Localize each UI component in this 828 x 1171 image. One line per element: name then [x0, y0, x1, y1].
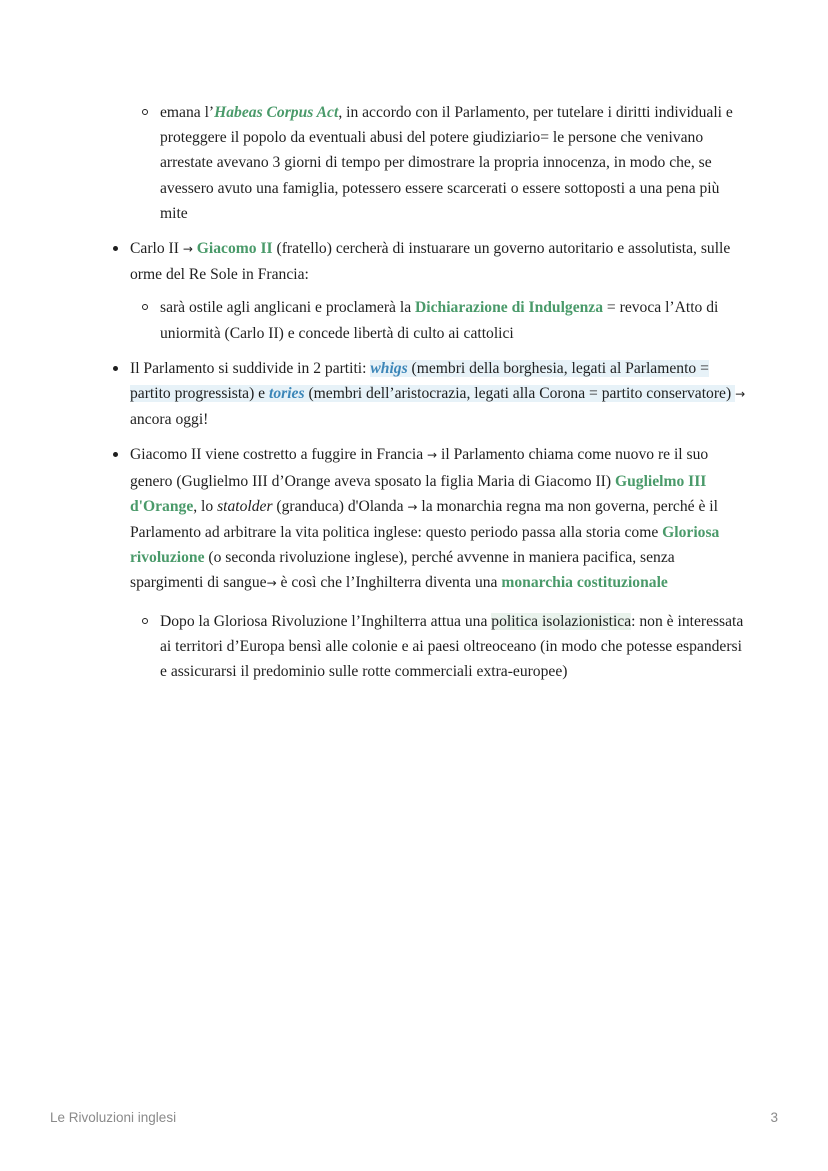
term-habeas-corpus-act: Habeas Corpus Act — [214, 104, 339, 121]
text-run: (o seconda rivoluzione inglese), perché avvenne in maniera pacifica, senza spargimenti di sangue — [130, 549, 675, 592]
term-dichiarazione-di-indulgenza: Dichiarazione di Indulgenza — [415, 299, 604, 317]
footer-page-number: 3 — [770, 1110, 778, 1125]
text-run: Giacomo II viene costretto a fuggire in Francia — [130, 446, 428, 464]
text-run: il Parlamento chiama come nuovo re il suo genero (Guglielmo III d’Orange aveva sposato la figlia Maria di Giacomo II) — [130, 446, 709, 490]
sub-list-item-habeas-corpus — [130, 100, 746, 226]
footer-document-title: Le Rivoluzioni inglesi — [50, 1110, 177, 1125]
text-run: emana l’ — [160, 104, 215, 121]
text-run: , lo — [193, 497, 218, 515]
list-item-habeas-corpus-container — [106, 100, 746, 226]
term-gloriosa-rivoluzione: Gloriosa rivoluzione — [130, 524, 720, 567]
text-run: (membri della borghesia, legati al Parlamento = partito progressista) e — [130, 359, 709, 403]
text-run: è così che l’Inghilterra diventa una — [276, 574, 502, 592]
text-run: (membri dell’aristocrazia, legati alla Corona = partito conservatore) — [304, 385, 736, 403]
text-run: Il Parlamento si suddivide in 2 partiti: — [130, 359, 371, 377]
arrow-icon: → — [182, 242, 193, 257]
list-item-giacomo-ii — [106, 236, 746, 346]
text-run: : non è interessata ai territori d’Europa bensì alle colonie e ai paesi oltreoceano (in modo che potesse espandersi e assicurarsi il predominio sulle rotte commerciali extra-europee) — [160, 612, 744, 681]
sub-list-item-indulgenza — [130, 295, 746, 345]
list-item-partiti — [106, 356, 746, 433]
arrow-icon: → — [407, 499, 418, 514]
term-politica-isolazionistica: politica isolazionistica — [491, 612, 632, 630]
sub-list-item-isolazionismo — [130, 609, 746, 685]
text-run: la monarchia regna ma non governa, perché è il Parlamento ad arbitrare la vita politica inglese: questo periodo passa alla storia come — [130, 497, 718, 542]
term-statolder: statolder — [217, 497, 273, 515]
main-bullet-list — [106, 100, 746, 684]
page-content — [106, 100, 746, 684]
text-run: , in accordo con il Parlamento, per tutelare i diritti individuali e proteggere il popolo da eventuali abusi del potere giudiziario= le persone che venivano arrestate avevano 3 giorni di tempo per dimostrare la propria innocenza, in modo che, se avessero avuto una famiglia, potessero essere scarcerati o essere sottoposti a una pena più mite — [160, 104, 733, 222]
list-item-gloriosa-rivoluzione — [106, 442, 746, 684]
text-run: Dopo la Gloriosa Rivoluzione l’Inghilterra attua una — [160, 612, 492, 630]
term-whigs: whigs — [370, 359, 408, 377]
text-run: ancora oggi! — [130, 411, 209, 429]
text-run: (fratello) cercherà di instuarare un governo autoritario e assolutista, sulle orme del Re Sole in Francia: — [130, 240, 731, 284]
term-giacomo-ii: Giacomo II — [196, 240, 273, 258]
term-guglielmo-iii: Guglielmo III d'Orange — [130, 472, 707, 515]
sub-bullet-list — [130, 100, 746, 226]
text-run: (granduca) d'Olanda — [272, 497, 408, 515]
sub-bullet-list — [130, 295, 746, 345]
arrow-icon: → — [266, 576, 277, 591]
term-tories: tories — [269, 385, 305, 403]
term-monarchia-costituzionale: monarchia costituzionale — [501, 574, 668, 592]
text-run: = revoca l’Atto di uniormità (Carlo II) e concede libertà di culto ai cattolici — [160, 299, 719, 342]
arrow-icon: → — [427, 448, 438, 463]
text-run: sarà ostile agli anglicani e proclamerà la — [160, 299, 416, 317]
text-run: Carlo II — [130, 240, 183, 258]
arrow-icon: → — [735, 387, 746, 402]
sub-bullet-list — [130, 609, 746, 685]
